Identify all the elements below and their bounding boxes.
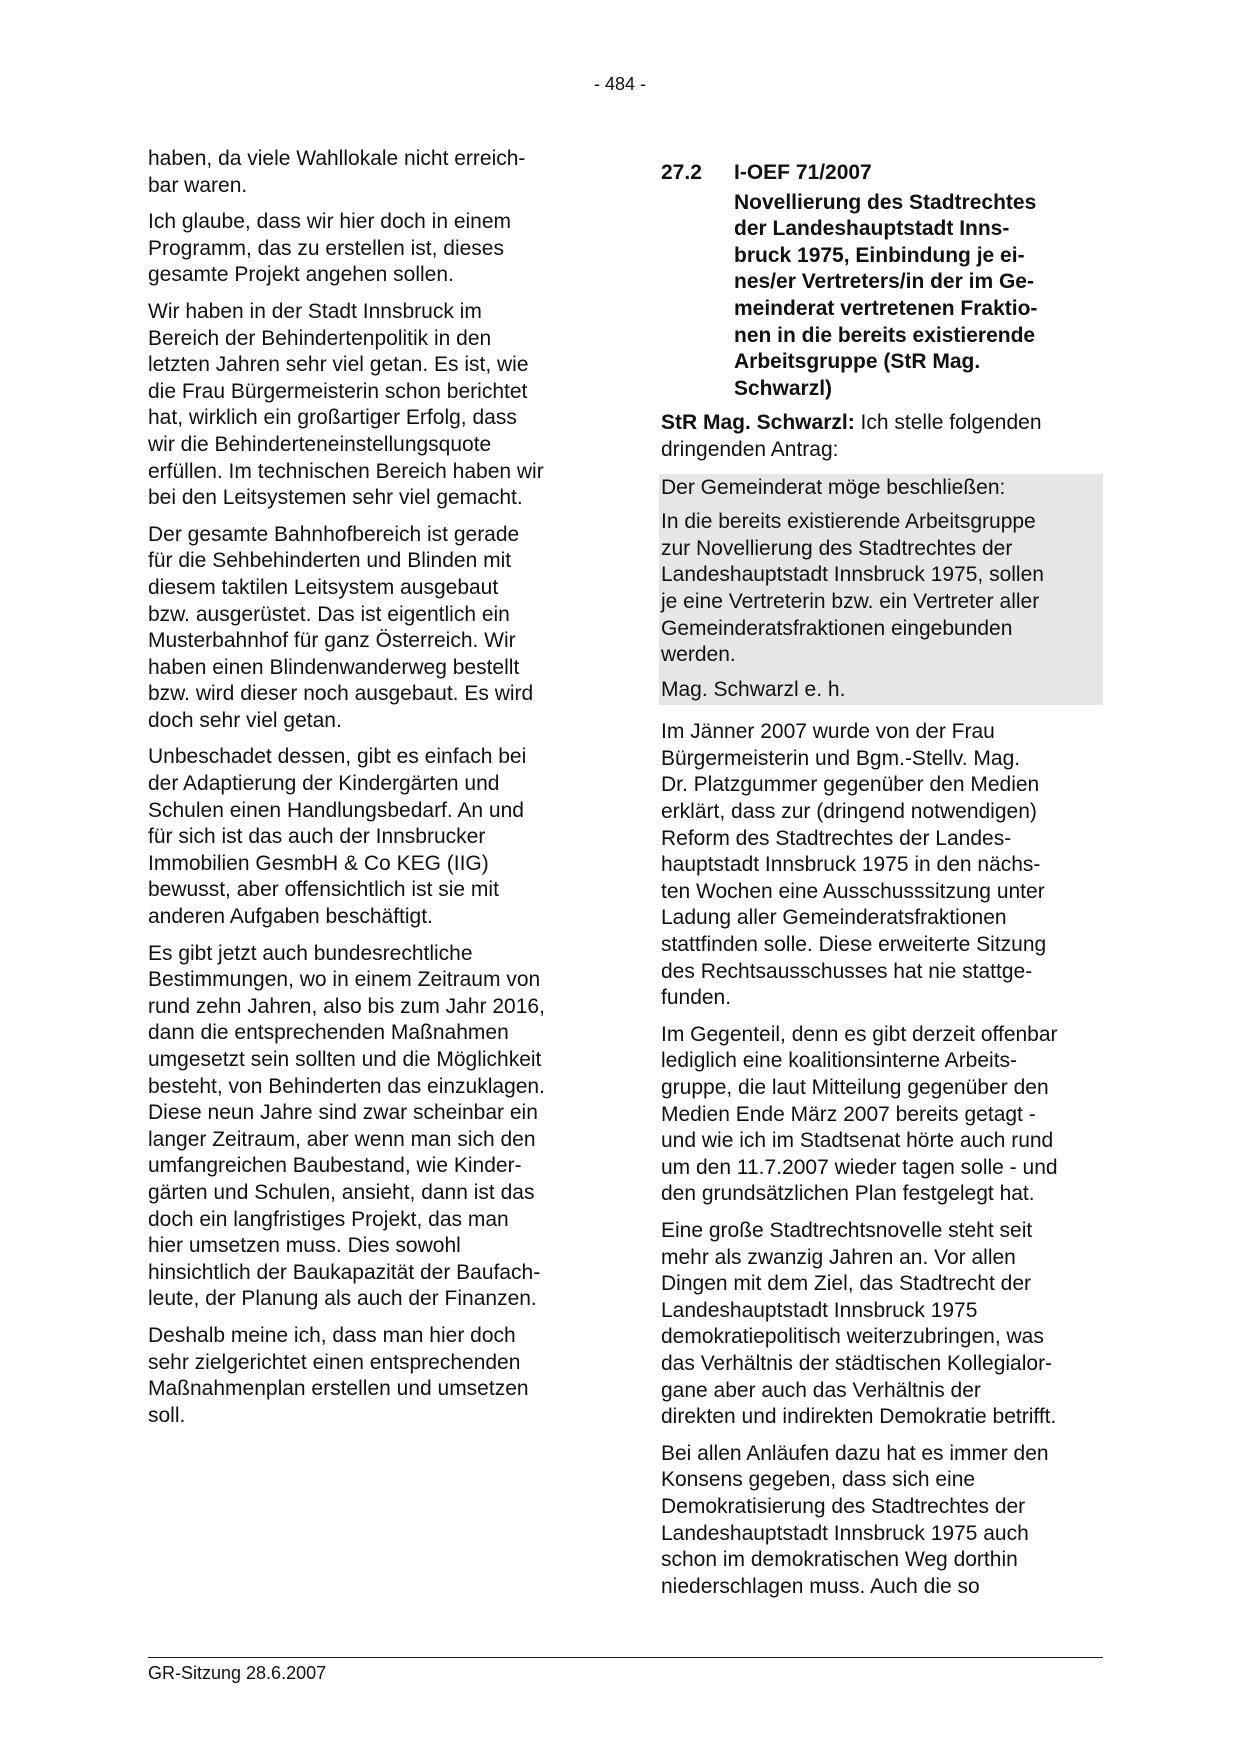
left-column — [148, 146, 588, 1439]
right-column — [661, 146, 1103, 1610]
paragraph: Unbeschadet dessen, gibt es einfach bei der Adaptierung der Kindergärten und Schulen einen Handlungsbedarf. An und für sich ist das auch der Innsbrucker Immobilien GesmbH & Co KEG (IIG) bewusst, aber offensichtlich ist sie mit anderen Aufgaben beschäftigt. — [148, 745, 527, 929]
motion-box — [659, 474, 1103, 706]
speaker-name: StR Mag. Schwarzl: — [661, 411, 855, 435]
agenda-item-number: 27.2 — [661, 161, 702, 184]
paragraph: Es gibt jetzt auch bundesrechtliche Bestimmungen, wo in einem Zeitraum von rund zehn Jahren, also bis zum Jahr 2016, dann die entsprechenden Maßnahmen umgesetzt sein sollten und die Möglichkeit besteht, von Behinderten das einzuklagen. Diese neun Jahre sind zwar scheinbar ein langer Zeitraum, aber wenn man sich den umfangreichen Baubestand, wie Kinder- gärten und Schulen, ansieht, dann ist das doch ein langfristiges Projekt, das man hier umsetzen muss. Dies sowohl hinsichtlich der Baukapazität der Baufach- leute, der Planung als auch der Finanzen. — [148, 941, 545, 1311]
motion-intro: Der Gemeinderat möge beschließen: — [661, 475, 1006, 499]
paragraph: Eine große Stadtrechtsnovelle steht seit mehr als zwanzig Jahren an. Vor allen Dingen mit dem Ziel, das Stadtrecht der Landeshauptstadt Innsbruck 1975 demokratiepolitisch weiterzubringen, was das Verhältnis der städtischen Kollegialor- gane aber auch das Verhältnis der direkten und indirekten Demokratie betrifft. — [661, 1218, 1057, 1429]
speaker-statement — [661, 410, 1103, 463]
paragraph: Im Gegenteil, denn es gibt derzeit offenbar lediglich eine koalitionsinterne Arbeits- gruppe, die laut Mitteilung gegenüber den Medien Ende März 2007 bereits getagt - und wie ich im Stadtsenat hörte auch rund um den 11.7.2007 wieder tagen solle - und den grundsätzlichen Plan festgelegt hat. — [661, 1022, 1058, 1206]
paragraph: Ich glaube, dass wir hier doch in einem Programm, das zu erstellen ist, dieses gesamte Projekt angehen sollen. — [148, 210, 512, 287]
page-number: - 484 - — [593, 74, 647, 94]
agenda-item-reference: I-OEF 71/2007 — [734, 161, 872, 184]
paragraph: Bei allen Anläufen dazu hat es immer den Konsens gegeben, dass sich eine Demokratisierung des Stadtrechtes der Landeshauptstadt Innsbruck 1975 auch schon im demokratischen Weg dorthin niederschlagen muss. Auch die so — [661, 1441, 1049, 1598]
motion-body: In die bereits existierende Arbeitsgruppe zur Novellierung des Stadtrechtes der Landeshauptstadt Innsbruck 1975, sollen je eine Vertreterin bzw. ein Vertreter aller Gemeinderatsfraktionen eingebunden werden. — [661, 510, 1044, 667]
paragraph: Deshalb meine ich, dass man hier doch sehr zielgerichtet einen entsprechenden Maßnahmenplan erstellen und umsetzen soll. — [148, 1323, 529, 1427]
paragraph: Im Jänner 2007 wurde von der Frau Bürgermeisterin und Bgm.-Stellv. Mag. Dr. Platzgummer gegenüber den Medien erklärt, dass zur (dringend notwendigen) Reform des Stadtrechtes der Landes- hauptstadt Innsbruck 1975 in den nächs- ten Wochen eine Ausschusssitzung unter Ladung aller Gemeinderatsfraktionen stattfinden solle. Diese erweiterte Sitzung des Rechtsausschusses hat nie stattge- funden. — [661, 720, 1047, 1010]
footer-session-date: GR-Sitzung 28.6.2007 — [148, 1663, 327, 1683]
paragraph: Wir haben in der Stadt Innsbruck im Bereich der Behindertenpolitik in den letzten Jahren sehr viel getan. Es ist, wie die Frau Bürgermeisterin schon berichtet hat, wirklich ein großartiger Erfolg, dass wir die Behinderteneinstellungsquote erfüllen. Im technischen Bereich haben wir bei den Leitsystemen sehr viel gemacht. — [148, 299, 544, 510]
speaker-text: Ich stelle folgenden dringenden Antrag: — [661, 411, 1042, 461]
agenda-item-title: Novellierung des Stadtrechtes der Landeshauptstadt Inns- bruck 1975, Einbindung je ei- nes/er Vertreters/in der im Ge- meinderat vertretenen Fraktio- nen in die bereits existierende Arbeitsgruppe (StR Mag. Schwarzl) — [734, 190, 1038, 400]
motion-signature: Mag. Schwarzl e. h. — [661, 677, 846, 701]
agenda-item-heading — [661, 160, 1103, 187]
footer-divider — [148, 1657, 1103, 1658]
paragraph: haben, da viele Wahllokale nicht erreich- bar waren. — [148, 147, 526, 197]
paragraph: Der gesamte Bahnhofbereich ist gerade für die Sehbehinderten und Blinden mit diesem taktilen Leitsystem ausgebaut bzw. ausgerüstet. Das ist eigentlich ein Musterbahnhof für ganz Österreich. Wir haben einen Blindenwanderweg bestellt bzw. wird dieser noch ausgebaut. Es wird doch sehr viel getan. — [148, 522, 534, 732]
